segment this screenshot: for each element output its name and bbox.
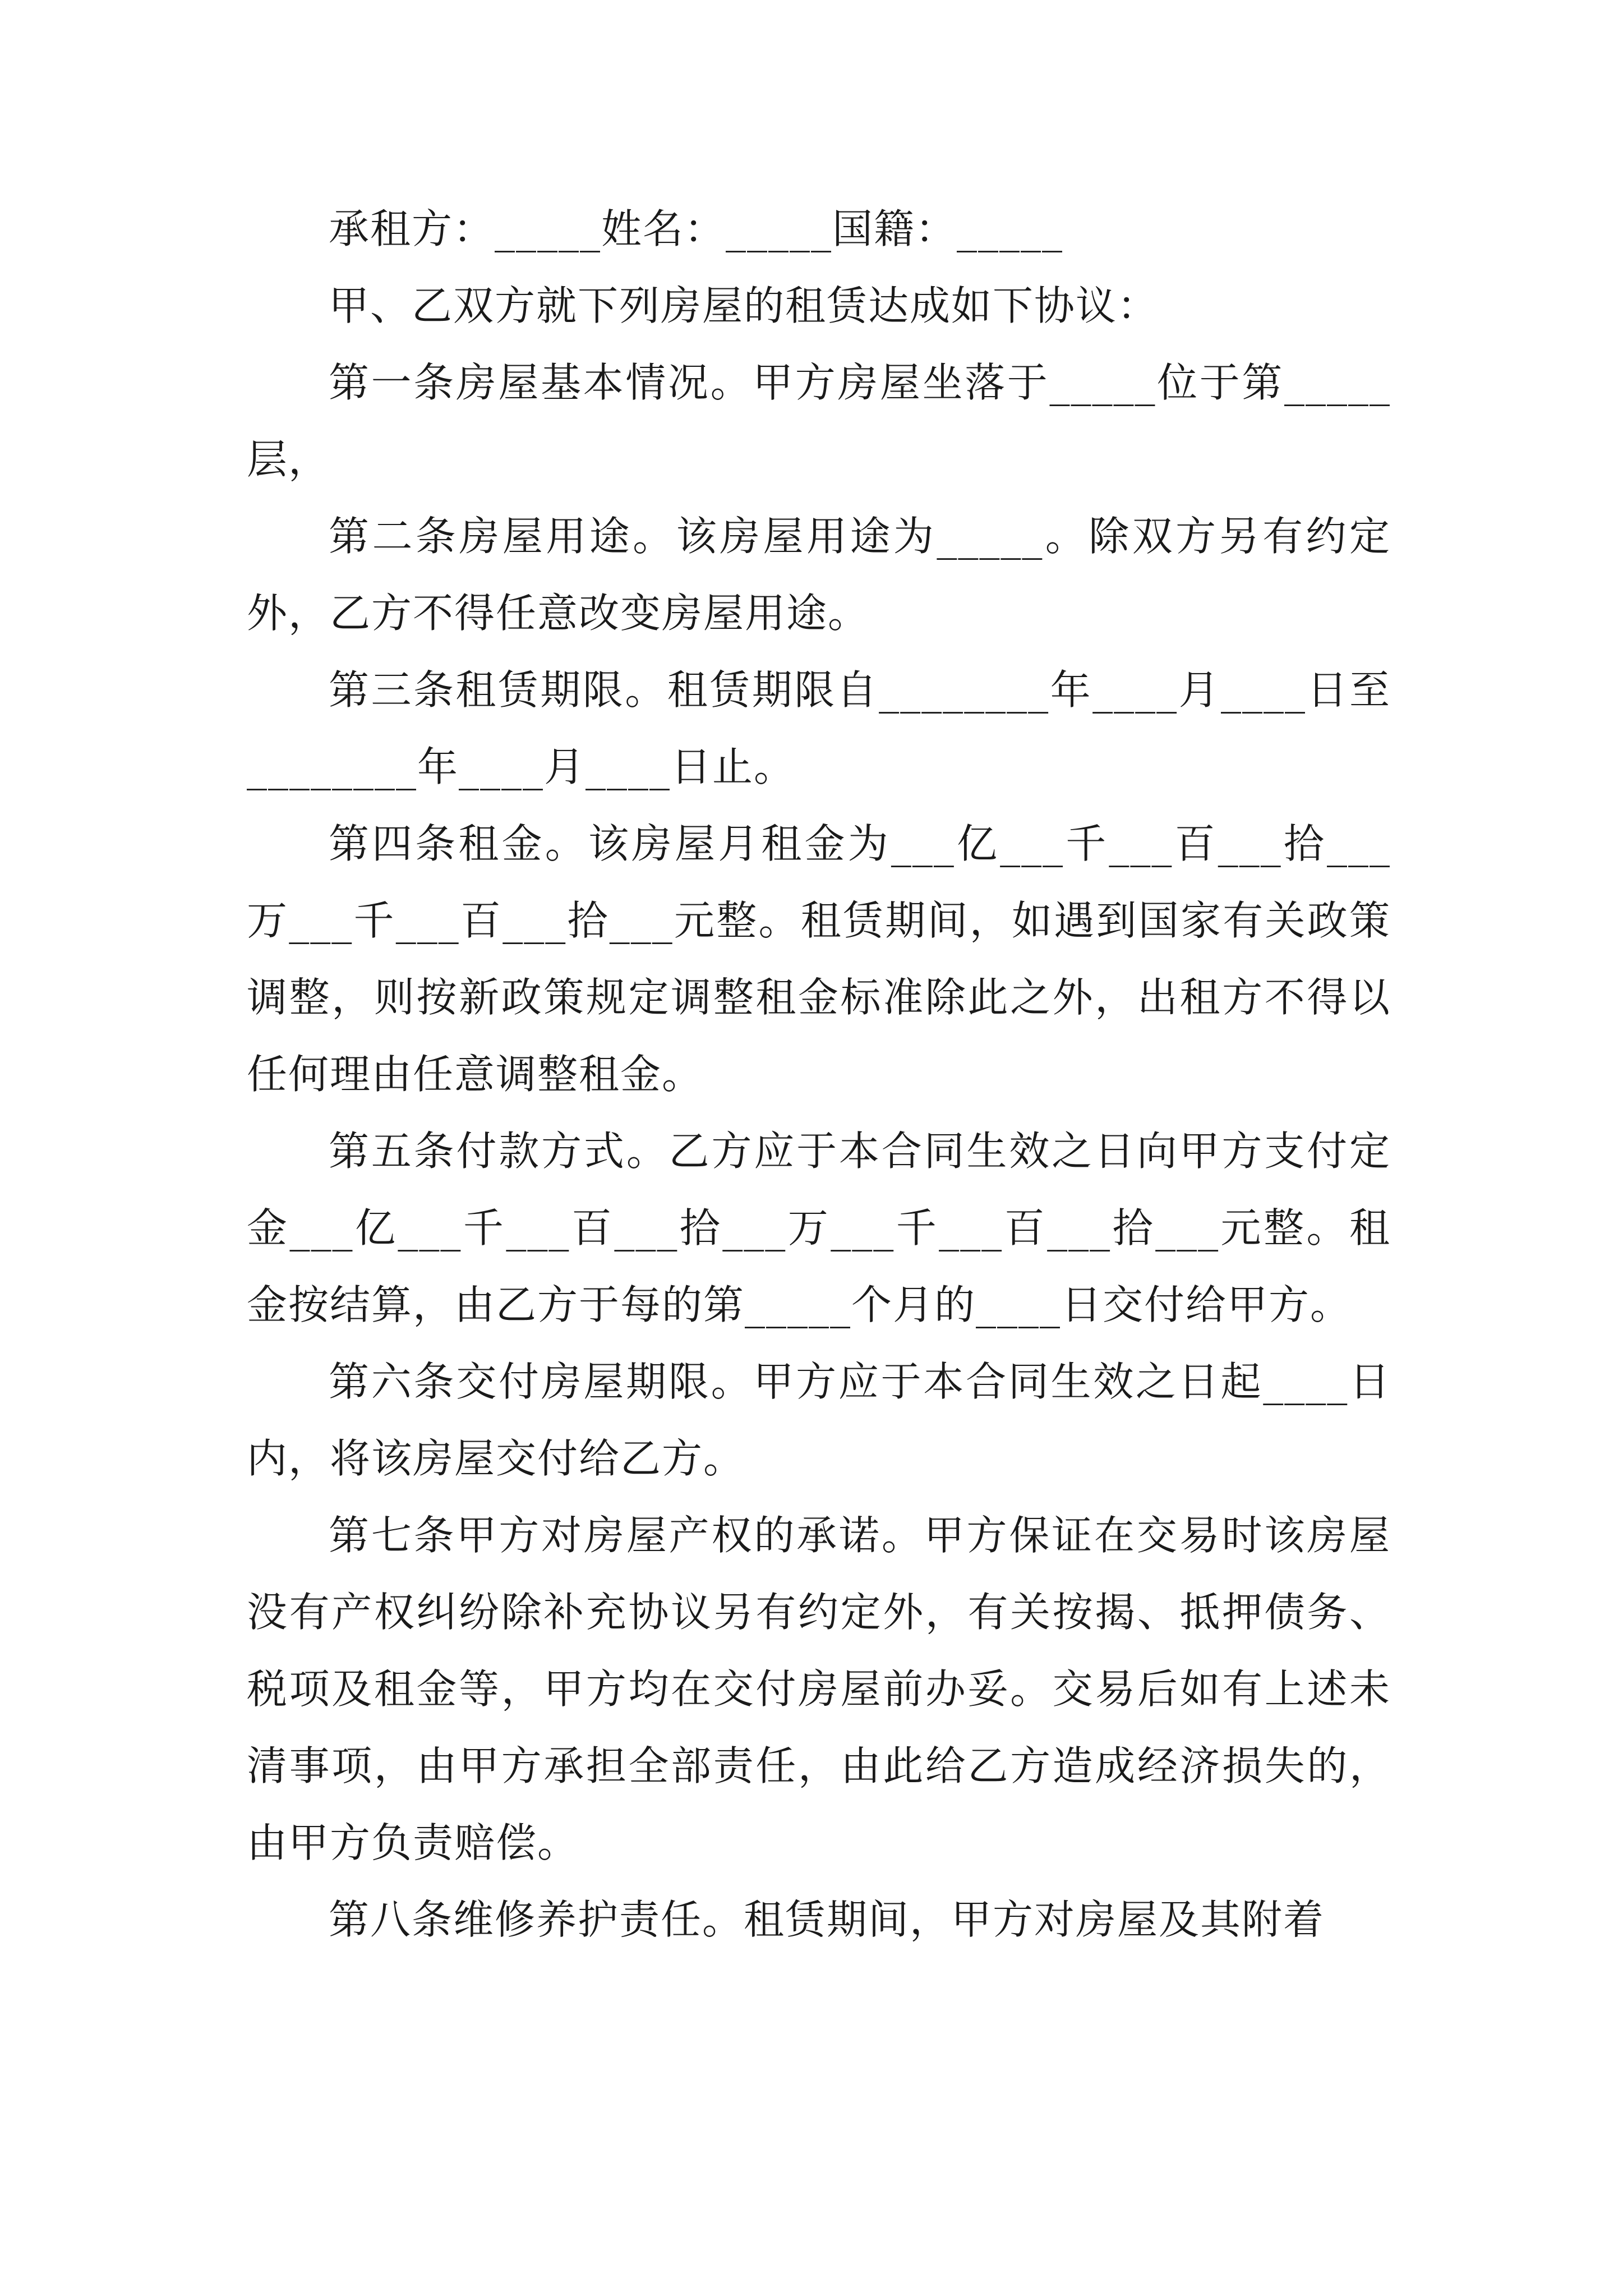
article-3-lease-term: 第三条租赁期限。租赁期限自________年____月____日至________年____月____日止。 [247,666,1391,790]
article-1-property-info: 第一条房屋基本情况。甲方房屋坐落于_____位于第_____层， [247,359,1391,483]
article-5-payment: 第五条付款方式。乙方应于本合同生效之日向甲方支付定金___亿___千___百___拾___万___千___百___拾___元整。租金按结算，由乙方于每的第_____个月的____日交付给甲方。 [247,1128,1391,1328]
agreement-intro: 甲、乙双方就下列房屋的租赁达成如下协议： [329,282,1159,329]
contract-body [247,191,1391,1958]
article-6-delivery: 第六条交付房屋期限。甲方应于本合同生效之日起____日内，将该房屋交付给乙方。 [247,1358,1391,1482]
tenant-info-line: 承租方：_____姓名：_____国籍：_____ [329,205,1064,252]
article-2-property-use: 第二条房屋用途。该房屋用途为_____。除双方另有约定外，乙方不得任意改变房屋用途。 [247,513,1391,637]
article-8-maintenance: 第八条维修养护责任。租赁期间，甲方对房屋及其附着 [329,1896,1325,1943]
article-4-rent: 第四条租金。该房屋月租金为___亿___千___百___拾___万___千___百___拾___元整。租赁期间，如遇到国家有关政策调整，则按新政策规定调整租金标准除此之外，出租方不得以任何理由任意调整租金。 [247,820,1391,1098]
article-7-ownership: 第七条甲方对房屋产权的承诺。甲方保证在交易时该房屋没有产权纠纷除补充协议另有约定外，有关按揭、抵押债务、税项及租金等，甲方均在交付房屋前办妥。交易后如有上述未清事项，由甲方承担全部责任，由此给乙方造成经济损失的，由甲方负责赔偿。 [247,1512,1391,1866]
